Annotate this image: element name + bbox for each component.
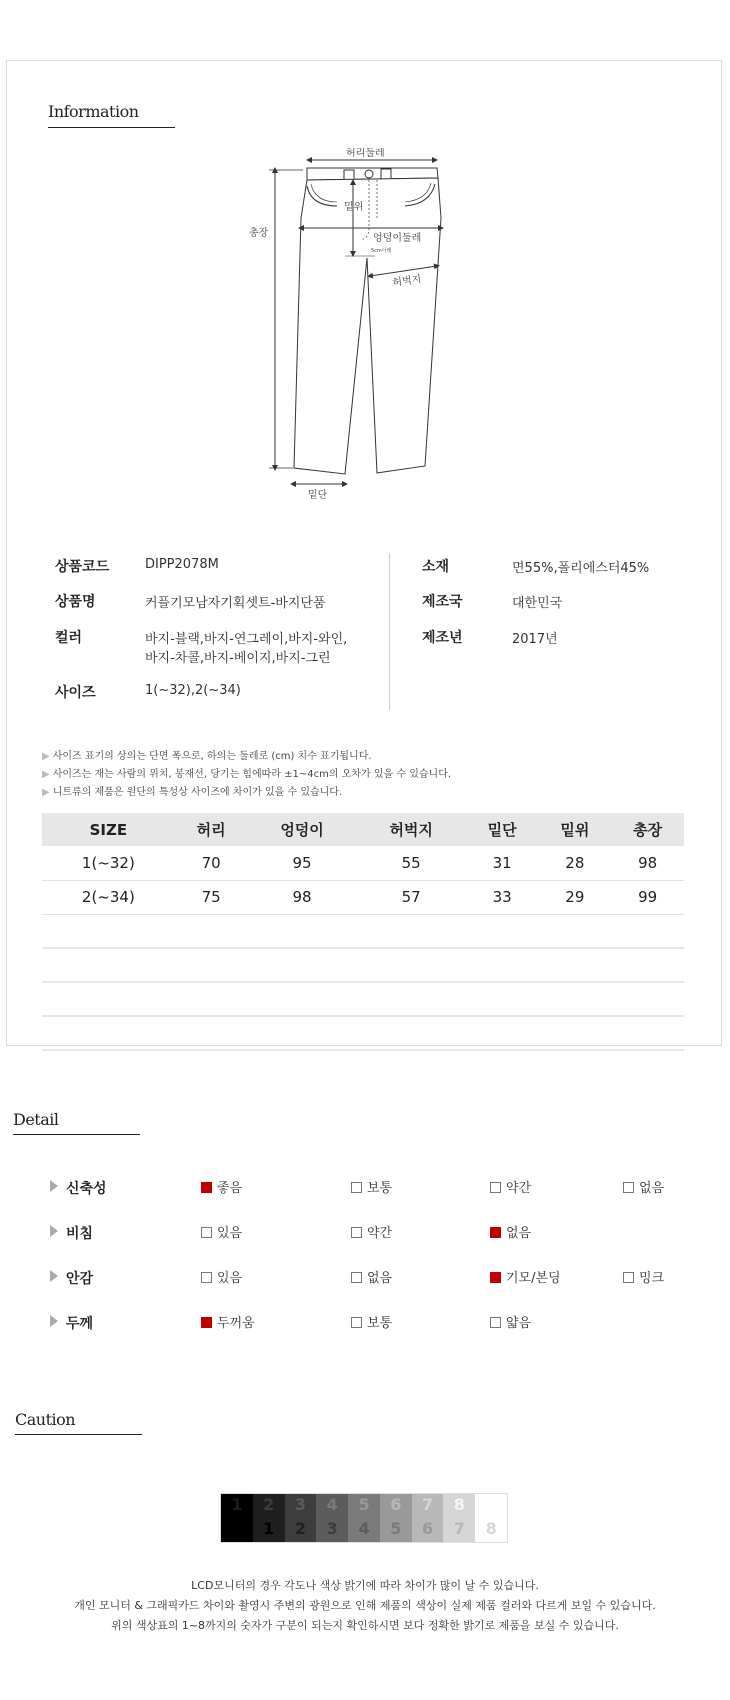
option-item[interactable]: 약간 [351,1222,392,1241]
svg-text:엉덩이둘레: 엉덩이둘레 [373,233,422,244]
spec-label-material: 소재 [422,559,450,575]
svg-text:밑단: 밑단 [308,490,328,501]
checkbox-icon [490,1182,501,1193]
checkbox-checked-icon [490,1227,501,1238]
option-item[interactable]: 없음 [351,1267,392,1286]
option-item[interactable]: 약간 [490,1177,531,1196]
arrow-right-icon [50,1315,58,1327]
svg-text:허리둘레: 허리둘레 [346,148,385,159]
detail-row-sheer [50,1222,730,1242]
table-cell: 95 [248,846,357,880]
table-cell: 75 [175,880,248,914]
detail-label: 신축성 [66,1181,107,1197]
table-header: SIZE [42,813,175,846]
option-item[interactable]: 밍크 [623,1267,664,1286]
brightness-scale [220,1493,508,1543]
checkbox-icon [623,1272,634,1283]
option-item[interactable]: 있음 [201,1267,242,1286]
detail-label: 비침 [66,1226,94,1242]
checkbox-icon [201,1272,212,1283]
detail-label: 안감 [66,1271,94,1287]
option-item[interactable]: 얇음 [490,1312,531,1331]
caution-line: 개인 모니터 & 그래픽카드 차이와 촬영시 주변의 광원으로 인해 제품의 색상이 실제 제품 컬러와 다르게 보일 수 있습니다. [74,1599,656,1612]
table-header-row [42,813,684,846]
scale-cell: 4 3 [316,1494,348,1542]
option-item[interactable]: 없음 [623,1177,664,1196]
caution-line: 위의 색상표의 1~8까지의 숫자가 구분이 되는지 확인하시면 보다 정확한 밝기로 제품을 보실 수 있습니다. [111,1619,619,1632]
table-cell: 98 [248,880,357,914]
spec-label-product-code: 상품코드 [55,559,110,575]
scale-cell: 6 5 [380,1494,412,1542]
option-item[interactable]: 좋음 [201,1177,242,1196]
table-cell: 1(~32) [42,846,175,880]
scale-cell: 7 6 [412,1494,444,1542]
svg-text:총장: 총장 [249,228,269,239]
svg-text:허벅지: 허벅지 [391,274,423,289]
table-header: 허리 [175,813,248,846]
triangle-bullet-icon: ▶ [42,769,50,780]
detail-title-underline [13,1134,140,1135]
option-item[interactable]: 기모/본딩 [490,1267,561,1286]
table-header: 총장 [611,813,684,846]
detail-row-thickness [50,1312,730,1332]
table-cell: 99 [611,880,684,914]
caution-text [0,1576,730,1636]
checkbox-icon [201,1227,212,1238]
triangle-bullet-icon: ▶ [42,751,50,762]
table-header: 밑단 [466,813,539,846]
option-item[interactable]: 있음 [201,1222,242,1241]
table-header: 밑위 [538,813,611,846]
scale-cell: 8 [475,1494,507,1542]
spec-value-year: 2017년 [512,632,558,647]
svg-text:5cm아래: 5cm아래 [371,248,392,254]
detail-title: Detail [13,1110,59,1129]
note-item: ▶ 니트류의 제품은 원단의 특성상 사이즈에 차이가 있을 수 있습니다. [42,787,343,798]
note-item: ▶ 사이즈 표기의 상의는 단면 폭으로, 하의는 둘레로 (cm) 치수 표기됩니다. [42,751,372,762]
spec-value-product-name: 커플기모남자기획셋트-바지단품 [145,596,326,611]
size-notes [42,748,451,802]
checkbox-icon [351,1317,362,1328]
table-row [42,880,684,914]
option-item[interactable]: 없음 [490,1222,531,1241]
caution-line: LCD모니터의 경우 각도나 색상 밝기에 따라 차이가 많이 날 수 있습니다. [191,1579,539,1592]
caution-title-underline [15,1434,142,1435]
spec-label-color: 컬러 [55,630,83,646]
scale-cell: 2 1 [253,1494,285,1542]
detail-row-stretch [50,1177,730,1197]
size-table [42,813,684,1051]
checkbox-icon [351,1227,362,1238]
table-cell: 2(~34) [42,880,175,914]
information-title-underline [48,127,175,128]
scale-cell: 1 [221,1494,253,1542]
scale-cell: 5 4 [348,1494,380,1542]
table-cell: 98 [611,846,684,880]
spec-value-material: 면55%,폴리에스터45% [512,561,650,576]
spec-value-product-code: DIPP2078M [145,557,219,572]
checkbox-icon [351,1272,362,1283]
table-header: 엉덩이 [248,813,357,846]
option-item[interactable]: 보통 [351,1177,392,1196]
option-item[interactable]: 보통 [351,1312,392,1331]
table-row-empty [42,948,684,982]
spec-value-size: 1(~32),2(~34) [145,683,241,698]
caution-title: Caution [15,1410,76,1429]
checkbox-icon [351,1182,362,1193]
arrow-right-icon [50,1180,58,1192]
spec-label-size: 사이즈 [55,685,96,701]
spec-label-year: 제조년 [422,630,463,646]
svg-text:밑위: 밑위 [344,202,364,213]
spec-label-origin: 제조국 [422,594,463,610]
spec-value-color: 바지-블랙,바지-연그레이,바지-와인, [145,632,348,647]
table-cell: 55 [357,846,466,880]
spec-value-color-line2: 바지-차콜,바지-베이지,바지-그린 [145,651,331,666]
table-cell: 28 [538,846,611,880]
checkbox-icon [490,1317,501,1328]
table-row-empty [42,982,684,1016]
pants-size-diagram [245,148,475,548]
table-header: 허벅지 [357,813,466,846]
option-item[interactable]: 두꺼움 [201,1312,255,1331]
checkbox-icon [623,1182,634,1193]
table-row [42,846,684,880]
arrow-right-icon [50,1270,58,1282]
scale-cell: 3 2 [285,1494,317,1542]
information-title: Information [48,102,139,121]
note-item: ▶ 사이즈는 재는 사람의 위치, 봉재선, 당기는 힘에따라 ±1~4cm의 오차가 있을 수 있습니다. [42,769,452,780]
table-cell: 57 [357,880,466,914]
triangle-bullet-icon: ▶ [42,787,50,798]
arrow-right-icon [50,1225,58,1237]
table-row-empty [42,1016,684,1050]
checkbox-checked-icon [490,1272,501,1283]
spec-divider [389,553,390,710]
table-cell: 31 [466,846,539,880]
spec-value-origin: 대한민국 [512,596,563,611]
checkbox-checked-icon [201,1182,212,1193]
table-cell: 33 [466,880,539,914]
table-cell: 70 [175,846,248,880]
detail-label: 두께 [66,1316,94,1332]
detail-row-lining [50,1267,730,1287]
spec-label-product-name: 상품명 [55,594,96,610]
table-cell: 29 [538,880,611,914]
checkbox-checked-icon [201,1317,212,1328]
scale-cell: 8 7 [443,1494,475,1542]
table-row-empty [42,914,684,948]
